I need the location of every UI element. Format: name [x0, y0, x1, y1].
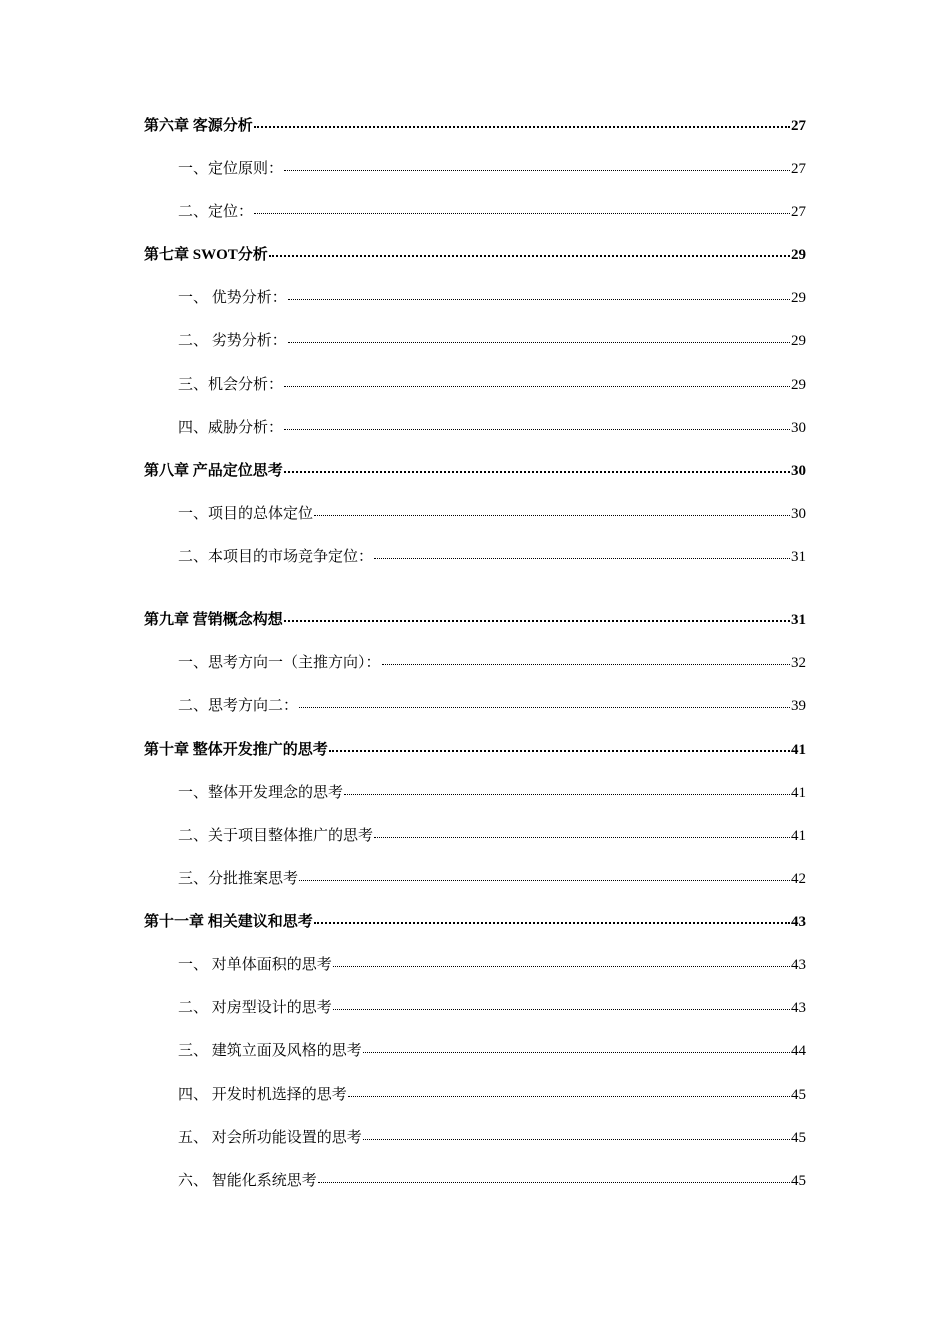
toc-page-number: 30 [791, 420, 806, 436]
toc-entry-section[interactable] [178, 287, 806, 309]
toc-entry-label: 二、关于项目整体推广的思考 [178, 828, 374, 844]
toc-entry-section[interactable] [178, 954, 806, 976]
toc-entry-label: 六、 智能化系统思考 [178, 1173, 317, 1189]
toc-dot-leader [299, 880, 790, 881]
toc-entry-section[interactable] [178, 997, 806, 1019]
toc-page-number: 31 [791, 612, 806, 628]
toc-entry-section[interactable] [178, 1084, 806, 1106]
toc-dot-leader [269, 255, 790, 257]
toc-dot-leader [382, 664, 790, 665]
toc-entry-label: 一、项目的总体定位 [178, 506, 314, 522]
toc-entry-section[interactable] [178, 825, 806, 847]
toc-dot-leader [284, 471, 790, 473]
toc-dot-leader [288, 342, 790, 343]
toc-dot-leader [344, 794, 790, 795]
toc-entry-chapter-8[interactable] [144, 460, 806, 482]
toc-entry-label: 三、机会分析： [178, 377, 284, 393]
toc-entry-section[interactable] [178, 417, 806, 439]
toc-dot-leader [333, 1009, 790, 1010]
toc-page-number: 43 [791, 957, 806, 973]
toc-dot-leader [284, 620, 790, 622]
toc-page-number: 43 [791, 1000, 806, 1016]
toc-entry-label: 二、 劣势分析： [178, 333, 287, 349]
toc-entry-section[interactable] [178, 782, 806, 804]
toc-page-number: 30 [791, 463, 806, 479]
toc-entry-label: 一、整体开发理念的思考 [178, 785, 344, 801]
toc-dot-leader [374, 558, 790, 559]
toc-entry-label: 第八章 产品定位思考 [144, 463, 283, 479]
toc-dot-leader [314, 922, 790, 924]
toc-page-number: 29 [791, 377, 806, 393]
toc-dot-leader [363, 1139, 790, 1140]
toc-dot-leader [284, 386, 790, 387]
toc-entry-section[interactable] [178, 201, 806, 223]
toc-page-number: 43 [791, 914, 806, 930]
toc-entry-section[interactable] [178, 652, 806, 674]
toc-entry-section[interactable] [178, 374, 806, 396]
toc-entry-chapter-10[interactable] [144, 739, 806, 761]
toc-page-number: 32 [791, 655, 806, 671]
toc-entry-label: 第六章 客源分析 [144, 118, 253, 134]
toc-page-number: 31 [791, 549, 806, 565]
toc-entry-section[interactable] [178, 503, 806, 525]
toc-entry-section[interactable] [178, 695, 806, 717]
toc-entry-chapter-11[interactable] [144, 911, 806, 933]
toc-entry-section[interactable] [178, 868, 806, 890]
toc-entry-label: 二、思考方向二： [178, 698, 299, 714]
toc-entry-label: 五、 对会所功能设置的思考 [178, 1130, 362, 1146]
toc-entry-chapter-6[interactable] [144, 115, 806, 137]
toc-entry-label: 二、本项目的市场竞争定位： [178, 549, 374, 565]
toc-dot-leader [374, 837, 790, 838]
toc-dot-leader [348, 1096, 790, 1097]
toc-entry-label: 一、 优势分析： [178, 290, 287, 306]
toc-entry-label: 一、 对单体面积的思考 [178, 957, 332, 973]
toc-dot-leader [254, 213, 790, 214]
toc-page-number: 29 [791, 290, 806, 306]
toc-dot-leader [318, 1182, 790, 1183]
toc-page-number: 44 [791, 1043, 806, 1059]
toc-entry-label: 第七章 SWOT分析 [144, 247, 268, 263]
toc-page-number: 41 [791, 828, 806, 844]
toc-dot-leader [288, 299, 790, 300]
toc-page-number: 45 [791, 1173, 806, 1189]
toc-page-number: 45 [791, 1130, 806, 1146]
toc-dot-leader [363, 1052, 790, 1053]
toc-entry-label: 四、 开发时机选择的思考 [178, 1087, 347, 1103]
toc-entry-label: 一、思考方向一（主推方向）： [178, 655, 381, 671]
toc-entry-section[interactable] [178, 1040, 806, 1062]
toc-entry-label: 四、威胁分析： [178, 420, 284, 436]
toc-dot-leader [284, 429, 790, 430]
toc-page-number: 29 [791, 247, 806, 263]
toc-page-number: 27 [791, 118, 806, 134]
toc-entry-section[interactable] [178, 546, 806, 568]
toc-entry-label: 第十章 整体开发推广的思考 [144, 742, 328, 758]
toc-page-number: 30 [791, 506, 806, 522]
toc-page-number: 45 [791, 1087, 806, 1103]
toc-page-number: 41 [791, 742, 806, 758]
toc-page-number: 29 [791, 333, 806, 349]
toc-entry-chapter-9[interactable] [144, 609, 806, 631]
toc-page-number: 27 [791, 161, 806, 177]
toc-entry-chapter-7[interactable] [144, 244, 806, 266]
toc-entry-label: 二、定位： [178, 204, 254, 220]
toc-entry-label: 第九章 营销概念构想 [144, 612, 283, 628]
toc-dot-leader [329, 750, 790, 752]
toc-dot-leader [299, 707, 790, 708]
toc-entry-label: 三、 建筑立面及风格的思考 [178, 1043, 362, 1059]
toc-entry-label: 一、定位原则： [178, 161, 284, 177]
toc-dot-leader [333, 966, 790, 967]
toc-entry-section[interactable] [178, 158, 806, 180]
toc-dot-leader [254, 126, 790, 128]
toc-entry-section[interactable] [178, 1170, 806, 1192]
toc-page-number: 27 [791, 204, 806, 220]
toc-entry-label: 三、分批推案思考 [178, 871, 299, 887]
toc-dot-leader [314, 515, 790, 516]
toc-page-number: 39 [791, 698, 806, 714]
toc-entry-section[interactable] [178, 1127, 806, 1149]
toc-page-number: 42 [791, 871, 806, 887]
toc-page-number: 41 [791, 785, 806, 801]
toc-entry-label: 第十一章 相关建议和思考 [144, 914, 313, 930]
toc-entry-section[interactable] [178, 330, 806, 352]
toc-dot-leader [284, 170, 790, 171]
toc-entry-label: 二、 对房型设计的思考 [178, 1000, 332, 1016]
